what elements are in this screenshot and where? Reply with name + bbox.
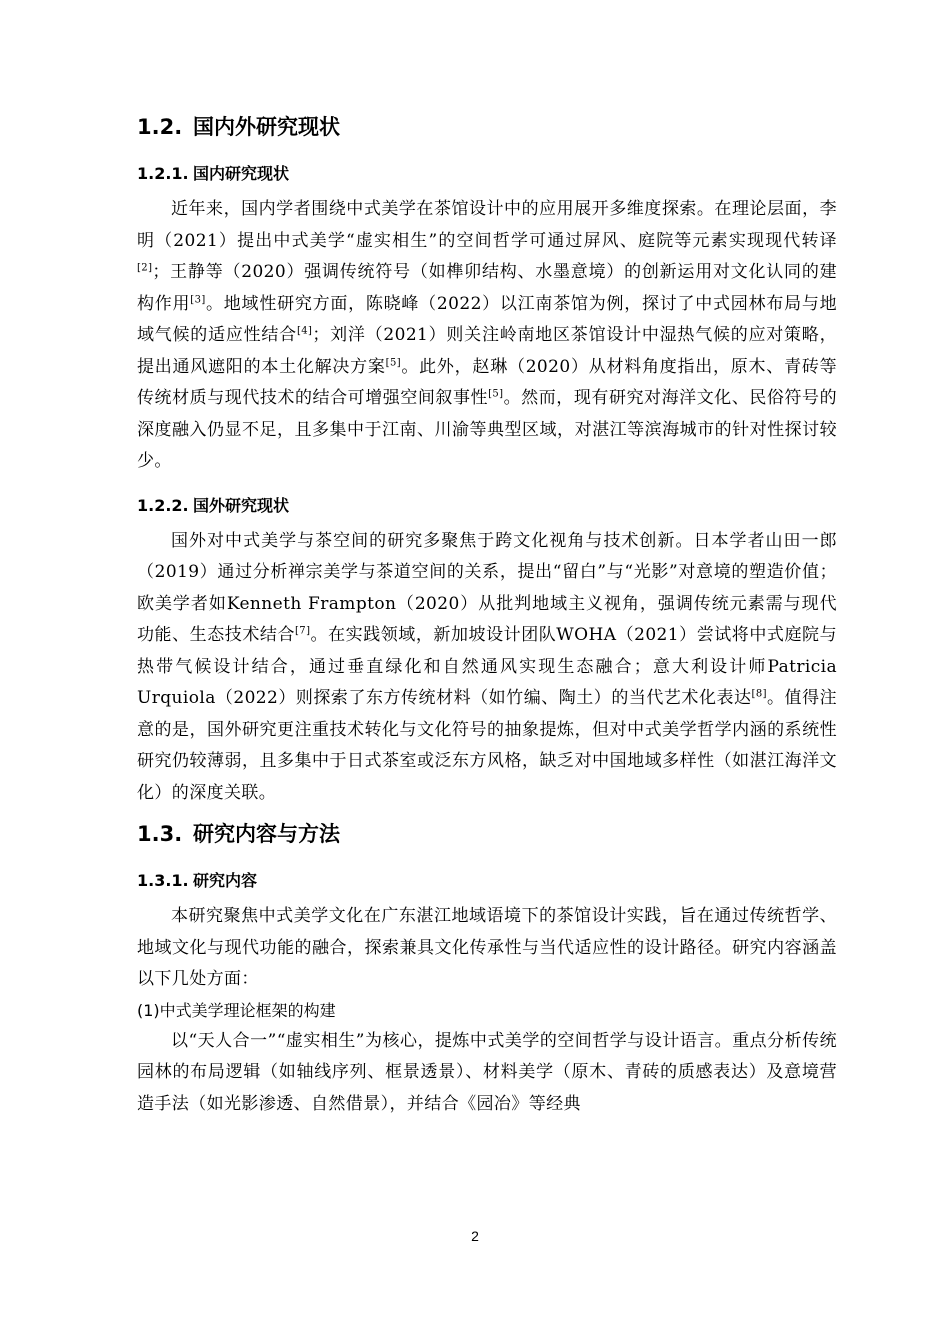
subsection-heading-1-2-2	[137, 490, 837, 522]
subsection-number: 1.3.1.	[137, 871, 189, 890]
text-run: 国外对中式美学与茶空间的研究多聚焦于跨文化视角与技术创新。日本学者山田一郎（2019）通过分析禅宗美学与茶道空间的关系，提出“留白”与“光影”对意境的塑造价值；欧美学者如Kenneth Frampton（2020）从批判地域主义视角，强调传统元素需与现代功能、生态技术结合	[137, 530, 837, 645]
section-heading-1-3	[137, 815, 837, 853]
text-run: 。然而，现有研究对海洋文化、民俗符号的深度融入仍显不足，且多集中于江南、川渝等典型区域，对湛江等滨海城市的针对性探讨较少。	[137, 388, 837, 471]
section-number: 1.2.	[137, 115, 183, 139]
subsection-title: 研究内容	[193, 871, 258, 890]
text-run: 。在实践领域，新加坡设计团队WOHA（2021）尝试将中式庭院与热带气候设计结合，通过垂直绿化和自然通风实现生态融合；意大利设计师Patricia Urquiola（2022）则探索了东方传统材料（如竹编、陶土）的当代艺术化表达	[137, 625, 837, 708]
text-run: 。此外，赵琳（2020）从材料角度指出，原木、青砖等传统材质与现代技术的结合可增强空间叙事性	[137, 356, 837, 408]
paragraph-research-content-intro: 本研究聚焦中式美学文化在广东湛江地域语境下的茶馆设计实践，旨在通过传统哲学、地域文化与现代功能的融合，探索兼具文化传承性与当代适应性的设计路径。研究内容涵盖以下几处方面：	[137, 906, 837, 989]
text-run: 。地域性研究方面，陈晓峰（2022）以江南茶馆为例，探讨了中式园林布局与地域气候的适应性结合	[137, 293, 838, 345]
section-number: 1.3.	[137, 822, 183, 846]
text-run: 近年来，国内学者围绕中式美学在茶馆设计中的应用展开多维度探索。在理论层面，李明（2021）提出中式美学“虚实相生”的空间哲学可通过屏风、庭院等元素实现现代转译	[137, 199, 837, 251]
text-run: ；王静等（2020）强调传统符号（如榫卯结构、水墨意境）的创新运用对文化认同的建构作用	[137, 262, 837, 314]
citation: [7]	[295, 625, 311, 637]
citation: [5]	[385, 356, 402, 368]
subsection-heading-1-3-1	[137, 865, 837, 897]
citation: [5]	[488, 388, 504, 400]
page-number: 2	[471, 1228, 479, 1244]
paragraph-theory-framework: 以“天人合一”“虚实相生”为核心，提炼中式美学的空间哲学与设计语言。重点分析传统园林的布局逻辑（如轴线序列、框景透景）、材料美学（原木、青砖的质感表达）及意境营造手法（如光影渗透、自然借景），并结合《园冶》等经典	[137, 1030, 837, 1114]
citation: [8]	[751, 688, 767, 700]
subsection-title: 国内研究现状	[193, 164, 290, 183]
item-heading-theory-framework: (1)中式美学理论框架的构建	[137, 1000, 336, 1020]
citation: [3]	[190, 293, 206, 305]
paragraph-foreign-research	[137, 526, 837, 810]
citation: [2]	[137, 262, 153, 274]
subsection-number: 1.2.2.	[137, 495, 189, 515]
citation: [4]	[296, 325, 313, 337]
section-title: 研究内容与方法	[193, 822, 340, 846]
subsection-title: 国外研究现状	[193, 495, 290, 515]
section-heading-1-2	[137, 108, 837, 146]
page-content	[137, 108, 837, 1120]
subsection-heading-1-2-1	[137, 158, 837, 190]
text-run: ；刘洋（2021）则关注岭南地区茶馆设计中湿热气候的应对策略，提出通风遮阳的本土化解决方案	[137, 325, 837, 377]
subsection-number: 1.2.1.	[137, 164, 189, 183]
section-title: 国内外研究现状	[193, 115, 340, 139]
paragraph-domestic-research	[137, 194, 837, 478]
text-run: 。值得注意的是，国外研究更注重技术转化与文化符号的抽象提炼，但对中式美学哲学内涵的系统性研究仍较薄弱，且多集中于日式茶室或泛东方风格，缺乏对中国地域多样性（如湛江海洋文化）的深度关联。	[137, 688, 837, 803]
